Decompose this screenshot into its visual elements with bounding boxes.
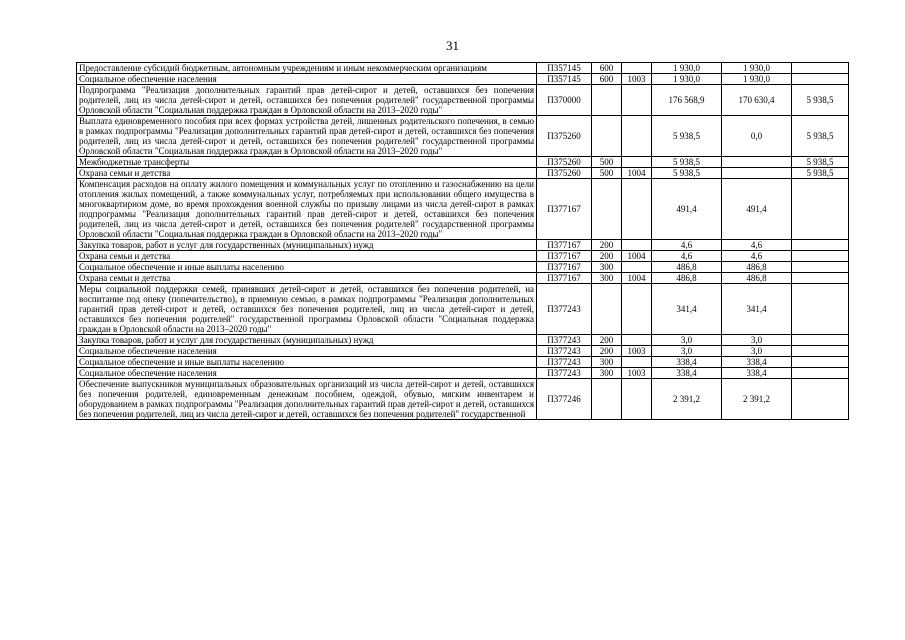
cell-code: П377167 xyxy=(537,262,592,273)
cell-s2: 338,4 xyxy=(722,357,792,368)
cell-s1: 4,6 xyxy=(652,240,722,251)
cell-s1: 1 930,0 xyxy=(652,74,722,85)
cell-s1: 491,4 xyxy=(652,179,722,240)
cell-vr: 600 xyxy=(592,74,622,85)
cell-desc: Социальное обеспечение населения xyxy=(77,346,537,357)
cell-desc: Охрана семьи и детства xyxy=(77,273,537,284)
cell-s2: 3,0 xyxy=(722,346,792,357)
cell-s2 xyxy=(722,157,792,168)
cell-s1: 176 568,9 xyxy=(652,85,722,116)
budget-table xyxy=(76,62,849,420)
table-row xyxy=(77,335,849,346)
cell-rz: 1004 xyxy=(622,251,652,262)
cell-code: П370000 xyxy=(537,85,592,116)
cell-rz xyxy=(622,63,652,74)
cell-rz xyxy=(622,284,652,335)
cell-s3 xyxy=(792,240,849,251)
cell-rz xyxy=(622,116,652,157)
cell-s1: 486,8 xyxy=(652,273,722,284)
cell-s2: 170 630,4 xyxy=(722,85,792,116)
cell-s3 xyxy=(792,335,849,346)
cell-desc: Обеспечение выпускников муниципальных образовательных организаций из числа детей-сирот и детей, оставшихся без попечения родителей, единовременным денежным пособием, одеждой, обувью, мягким инвентарем и оборудованием в рамках подпрограммы "Реализация дополнительных гарантий прав детей-сирот и детей, оставшихся без попечения родителей, лиц из числа детей-сирот и детей, оставшихся без попечения родителей" государственной xyxy=(77,379,537,420)
cell-rz xyxy=(622,85,652,116)
cell-code: П377167 xyxy=(537,240,592,251)
cell-rz xyxy=(622,179,652,240)
cell-vr xyxy=(592,85,622,116)
cell-rz xyxy=(622,357,652,368)
cell-code: П375260 xyxy=(537,116,592,157)
cell-s2: 1 930,0 xyxy=(722,74,792,85)
cell-code: П357145 xyxy=(537,74,592,85)
cell-desc: Межбюджетные трансферты xyxy=(77,157,537,168)
cell-s3: 5 938,5 xyxy=(792,85,849,116)
table-row xyxy=(77,368,849,379)
cell-code: П377243 xyxy=(537,368,592,379)
cell-code: П377243 xyxy=(537,357,592,368)
cell-s2: 491,4 xyxy=(722,179,792,240)
cell-vr: 200 xyxy=(592,251,622,262)
cell-code: П377167 xyxy=(537,273,592,284)
cell-rz xyxy=(622,379,652,420)
cell-s1: 5 938,5 xyxy=(652,116,722,157)
cell-desc: Социальное обеспечение и иные выплаты населению xyxy=(77,262,537,273)
cell-s2: 341,4 xyxy=(722,284,792,335)
cell-vr xyxy=(592,116,622,157)
cell-vr: 500 xyxy=(592,157,622,168)
cell-vr: 500 xyxy=(592,168,622,179)
cell-s1: 486,8 xyxy=(652,262,722,273)
page-number: 31 xyxy=(446,38,459,53)
table-row xyxy=(77,240,849,251)
cell-s3 xyxy=(792,379,849,420)
cell-s1: 5 938,5 xyxy=(652,157,722,168)
cell-desc: Подпрограмма "Реализация дополнительных гарантий прав детей-сирот и детей, оставшихся без попечения родителей, лиц из числа детей-сирот и детей, оставшихся без попечения родителей" государственной программы Орловской области "Социальная поддержка граждан в Орловской области на 2013–2020 годы" xyxy=(77,85,537,116)
cell-s1: 1 930,0 xyxy=(652,63,722,74)
cell-code: П377167 xyxy=(537,179,592,240)
table-row xyxy=(77,63,849,74)
cell-s1: 341,4 xyxy=(652,284,722,335)
cell-s2: 0,0 xyxy=(722,116,792,157)
cell-code: П377243 xyxy=(537,346,592,357)
cell-vr xyxy=(592,179,622,240)
table-row xyxy=(77,179,849,240)
cell-code: П377243 xyxy=(537,335,592,346)
cell-s2: 2 391,2 xyxy=(722,379,792,420)
cell-s3 xyxy=(792,284,849,335)
cell-s2: 486,8 xyxy=(722,273,792,284)
cell-desc: Предоставление субсидий бюджетным, автономным учреждениям и иным некоммерческим организациям xyxy=(77,63,537,74)
table-row xyxy=(77,168,849,179)
cell-s1: 3,0 xyxy=(652,335,722,346)
cell-desc: Охрана семьи и детства xyxy=(77,168,537,179)
cell-s3: 5 938,5 xyxy=(792,116,849,157)
cell-s2: 4,6 xyxy=(722,251,792,262)
table-row xyxy=(77,357,849,368)
cell-s2: 3,0 xyxy=(722,335,792,346)
cell-s3 xyxy=(792,251,849,262)
cell-rz: 1004 xyxy=(622,273,652,284)
cell-s1: 338,4 xyxy=(652,368,722,379)
cell-rz: 1003 xyxy=(622,368,652,379)
cell-rz: 1003 xyxy=(622,74,652,85)
cell-s1: 338,4 xyxy=(652,357,722,368)
cell-vr: 300 xyxy=(592,368,622,379)
table-row xyxy=(77,251,849,262)
cell-s2 xyxy=(722,168,792,179)
cell-rz: 1003 xyxy=(622,346,652,357)
cell-code: П377246 xyxy=(537,379,592,420)
cell-s3: 5 938,5 xyxy=(792,157,849,168)
cell-desc: Охрана семьи и детства xyxy=(77,251,537,262)
cell-s2: 486,8 xyxy=(722,262,792,273)
cell-s1: 3,0 xyxy=(652,346,722,357)
cell-rz xyxy=(622,240,652,251)
cell-vr: 300 xyxy=(592,357,622,368)
cell-rz: 1004 xyxy=(622,168,652,179)
table-row xyxy=(77,85,849,116)
table-row xyxy=(77,157,849,168)
table-row xyxy=(77,346,849,357)
cell-code: П377167 xyxy=(537,251,592,262)
cell-s3 xyxy=(792,179,849,240)
cell-s3 xyxy=(792,357,849,368)
cell-s1: 5 938,5 xyxy=(652,168,722,179)
cell-vr: 300 xyxy=(592,262,622,273)
cell-s2: 4,6 xyxy=(722,240,792,251)
cell-s3 xyxy=(792,63,849,74)
table-row xyxy=(77,273,849,284)
cell-desc: Социальное обеспечение и иные выплаты населению xyxy=(77,357,537,368)
cell-s3 xyxy=(792,262,849,273)
cell-desc: Закупка товаров, работ и услуг для государственных (муниципальных) нужд xyxy=(77,240,537,251)
cell-vr: 600 xyxy=(592,63,622,74)
cell-s3 xyxy=(792,273,849,284)
cell-s1: 2 391,2 xyxy=(652,379,722,420)
cell-vr: 200 xyxy=(592,346,622,357)
cell-code: П375260 xyxy=(537,157,592,168)
cell-desc: Закупка товаров, работ и услуг для государственных (муниципальных) нужд xyxy=(77,335,537,346)
cell-s3 xyxy=(792,346,849,357)
cell-vr: 300 xyxy=(592,273,622,284)
cell-s3 xyxy=(792,74,849,85)
cell-s3: 5 938,5 xyxy=(792,168,849,179)
cell-desc: Компенсация расходов на оплату жилого помещения и коммунальных услуг по отоплению и газоснабжению на цели отопления жилых помещений, а также коммунальных услуг, потребляемых при использовании общего имущества в многоквартирном доме, во время прохождения военной службы по призыву лицами из числа детей-сирот в рамках подпрограммы "Реализация дополнительных гарантий прав детей-сирот и детей, оставшихся без попечения родителей, лиц из числа детей-сирот и детей, оставшихся без попечения родителей" государственной программы Орловской области "Социальная поддержка граждан в Орловской области на 2013–2020 годы" xyxy=(77,179,537,240)
table-row xyxy=(77,379,849,420)
cell-rz xyxy=(622,335,652,346)
cell-rz xyxy=(622,262,652,273)
cell-code: П377243 xyxy=(537,284,592,335)
cell-code: П375260 xyxy=(537,168,592,179)
table-row xyxy=(77,262,849,273)
cell-vr xyxy=(592,284,622,335)
cell-rz xyxy=(622,157,652,168)
cell-s2: 1 930,0 xyxy=(722,63,792,74)
table-row xyxy=(77,284,849,335)
cell-desc: Выплата единовременного пособия при всех формах устройства детей, лишенных родительского попечения, в семью в рамках подпрограммы "Реализация дополнительных гарантий прав детей-сирот и детей, оставшихся без попечения родителей, лиц из числа детей-сирот и детей, оставшихся без попечения родителей" государственной программы Орловской области "Социальная поддержка граждан в Орловской области на 2013–2020 годы" xyxy=(77,116,537,157)
table-row xyxy=(77,74,849,85)
table-row xyxy=(77,116,849,157)
cell-s3 xyxy=(792,368,849,379)
cell-vr: 200 xyxy=(592,240,622,251)
cell-desc: Социальное обеспечение населения xyxy=(77,74,537,85)
cell-s2: 338,4 xyxy=(722,368,792,379)
cell-vr xyxy=(592,379,622,420)
cell-desc: Меры социальной поддержки семей, принявших детей-сирот и детей, оставшихся без попечения родителей, на воспитание под опеку (попечительство), в приемную семью, в рамках подпрограммы "Реализация дополнительных гарантий прав детей-сирот и детей, оставшихся без попечения родителей, лиц из числа детей-сирот и детей, оставшихся без попечения родителей" государственной программы Орловской области "Социальная поддержка граждан в Орловской области на 2013–2020 годы" xyxy=(77,284,537,335)
cell-code: П357145 xyxy=(537,63,592,74)
cell-desc: Социальное обеспечение населения xyxy=(77,368,537,379)
cell-vr: 200 xyxy=(592,335,622,346)
cell-s1: 4,6 xyxy=(652,251,722,262)
